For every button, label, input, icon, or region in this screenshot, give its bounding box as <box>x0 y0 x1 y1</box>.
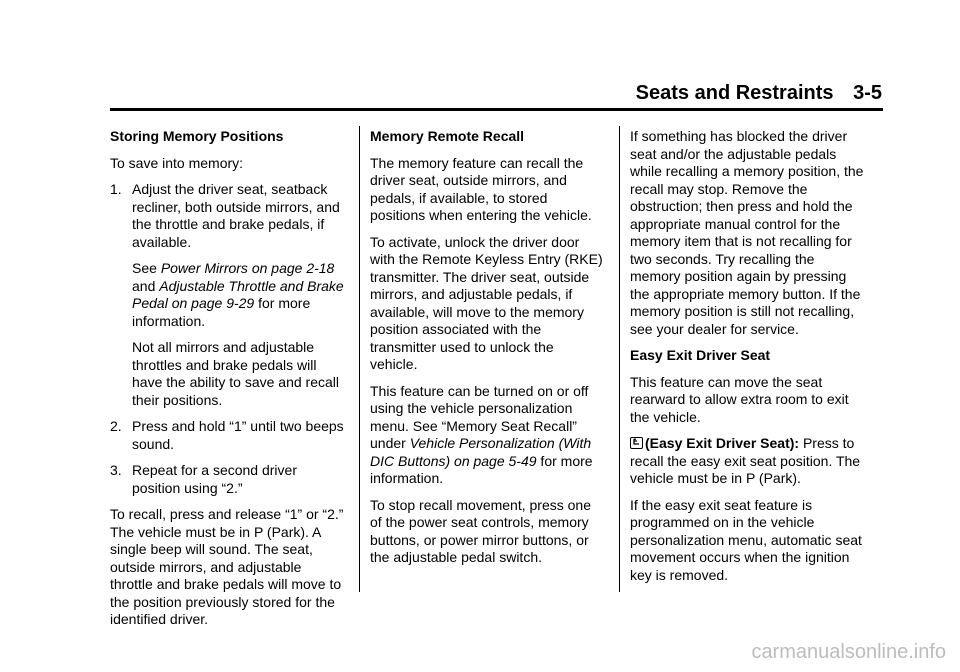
section-title: Seats and Restraints <box>635 82 834 104</box>
column-1 <box>110 128 344 638</box>
column-2 <box>370 128 604 576</box>
header-rule <box>110 108 883 111</box>
link-adjustable-pedal[interactable]: Adjustable Throttle and Brake Pedal on page 9-29 <box>132 277 344 311</box>
link-power-mirrors[interactable]: Power Mirrors on page 2-18 <box>160 260 335 276</box>
intro-text: To save into memory: <box>110 154 244 171</box>
step-text: Adjust the driver seat, seatback recliner, both outside mirrors, and the throttle and brake pedals, if available. <box>132 181 340 250</box>
step-2 <box>110 418 344 453</box>
paragraph: This feature can move the seat rearward to allow extra room to exit the vehicle. <box>630 373 849 425</box>
column-divider-2 <box>619 126 620 592</box>
paragraph: To stop recall movement, press one of the power seat controls, memory buttons, or power mirror buttons, or the adjustable pedal switch. <box>370 496 591 565</box>
step-text: Repeat for a second driver position using “2.” <box>132 462 297 496</box>
step-3 <box>110 462 344 497</box>
step-text: Press and hold “1” until two beeps sound. <box>132 418 344 452</box>
step-number: 2. <box>110 418 122 434</box>
step-1 <box>110 181 344 409</box>
heading-memory-remote-recall: Memory Remote Recall <box>370 128 525 144</box>
heading-storing-memory: Storing Memory Positions <box>110 128 284 144</box>
link-vehicle-personalization[interactable]: Vehicle Personalization (With DIC Buttons) on page 5-49 <box>370 435 592 469</box>
paragraph: If something has blocked the driver seat and/or the adjustable pedals while recalling a memory position, the recall may stop. Remove the obstruction; then press and hold the appropriate manual control for the memory item that is not recalling for two seconds. Try recalling the memory position again by pressing the appropriate memory button. If the memory position is still not recalling, see your dealer for service. <box>630 128 864 337</box>
watermark: carmanualsonline.info <box>751 641 946 663</box>
heading-easy-exit: Easy Exit Driver Seat <box>630 347 771 363</box>
page-number: 3-5 <box>853 82 882 104</box>
easy-exit-label: (Easy Exit Driver Seat): <box>645 435 800 451</box>
step-number: 1. <box>110 181 122 197</box>
column-divider-1 <box>359 126 360 592</box>
step-note: Not all mirrors and adjustable throttles and brake pedals will have the ability to save and recall their positions. <box>132 339 340 408</box>
column-3 <box>630 128 864 593</box>
paragraph: To activate, unlock the driver door with the Remote Keyless Entry (RKE) transmitter. The driver seat, outside mirrors, and adjustable pedals, if available, will move to the memory position associated with the transmitter used to unlock the vehicle. <box>370 233 603 372</box>
recall-text: To recall, press and release “1” or “2.” The vehicle must be in P (Park). A single beep will sound. The seat, outside mirrors, and adjustable throttle and brake pedals will move to the position previously stored for the identified driver. <box>110 506 344 627</box>
paragraph: If the easy exit seat feature is programmed on in the vehicle personalization menu, automatic seat movement occurs when the ignition key is removed. <box>630 496 862 583</box>
paragraph: The memory feature can recall the driver seat, outside mirrors, and pedals, if available, to stored positions when entering the vehicle. <box>370 154 592 223</box>
paragraph-personalization: This feature can be turned on or off using the vehicle personalization menu. See “Memory Seat Recall” under Vehicle Personalization (With DIC Buttons) on page 5-49 for more information. <box>370 382 593 486</box>
paragraph-easy-exit-button: (Easy Exit Driver Seat): Press to recall the easy exit seat position. The vehicle must be in P (Park). <box>630 435 861 486</box>
see-reference: See Power Mirrors on page 2-18 and Adjustable Throttle and Brake Pedal on page 9-29 for more information. <box>132 260 344 329</box>
page-header <box>110 78 882 108</box>
easy-exit-seat-icon <box>630 437 643 449</box>
step-number: 3. <box>110 462 122 478</box>
